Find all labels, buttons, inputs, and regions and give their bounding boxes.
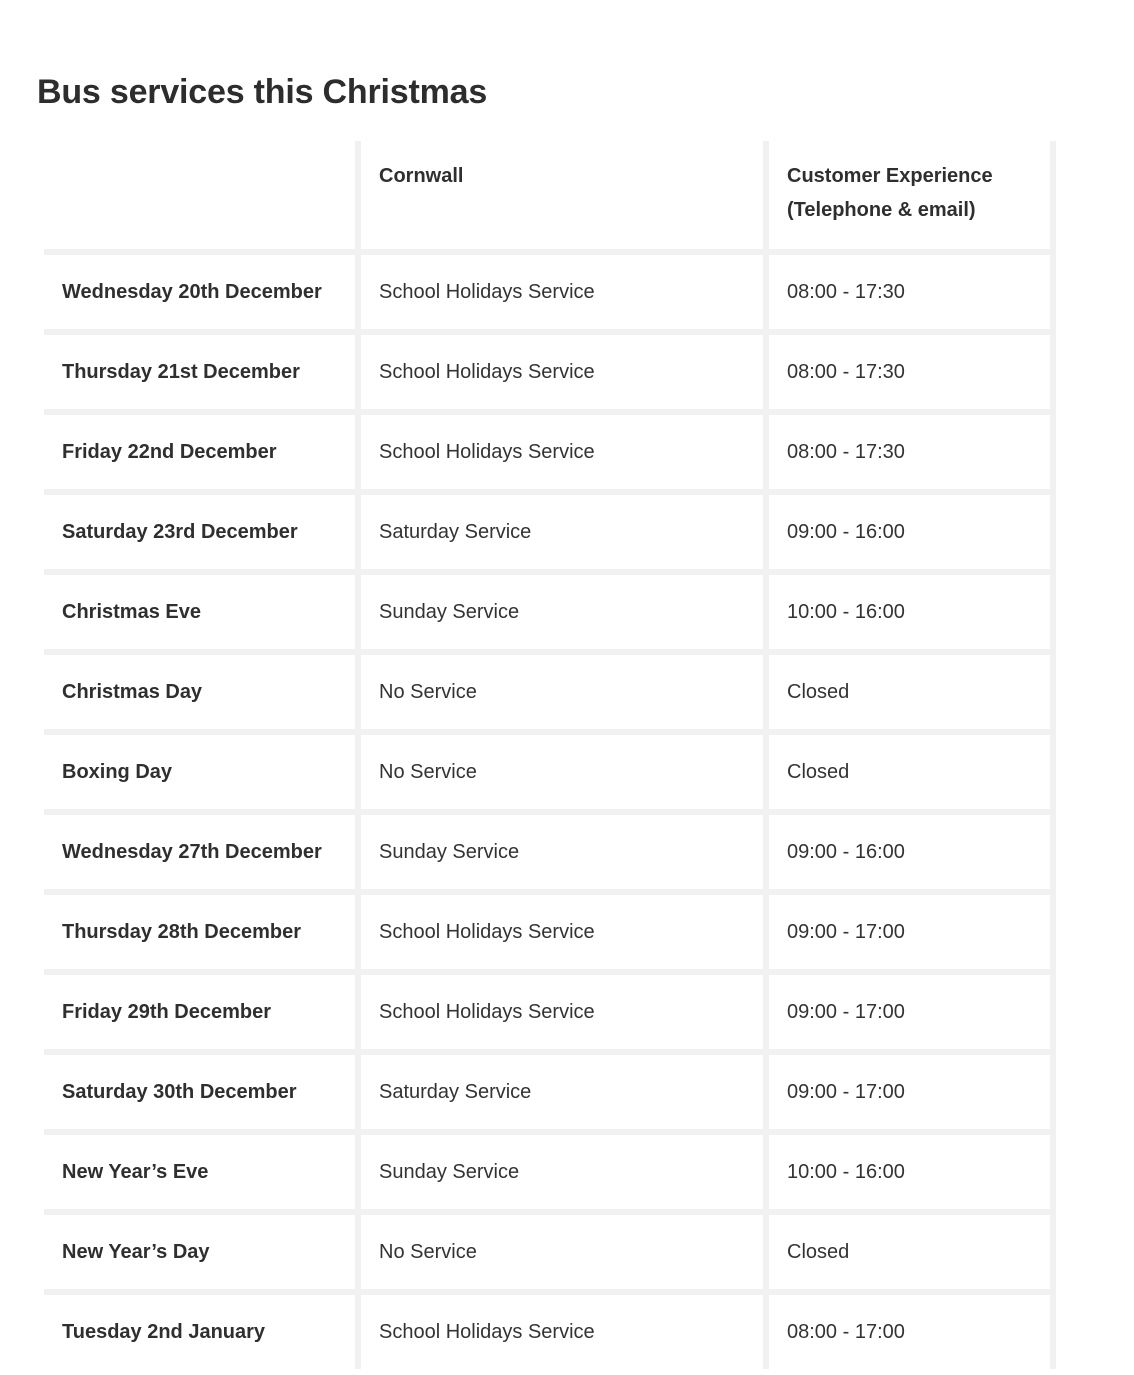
cell-customer-experience-hours: 08:00 - 17:30 xyxy=(769,415,1050,489)
table-row xyxy=(44,495,1050,569)
table-row xyxy=(44,1215,1050,1289)
cell-cornwall-service: Sunday Service xyxy=(361,815,763,889)
schedule-table-container xyxy=(44,141,1056,1369)
cell-customer-experience-hours: 09:00 - 17:00 xyxy=(769,895,1050,969)
cell-day: New Year’s Eve xyxy=(44,1135,355,1209)
cell-day: Christmas Day xyxy=(44,655,355,729)
page-title: Bus services this Christmas xyxy=(37,73,488,111)
cell-customer-experience-hours: 10:00 - 16:00 xyxy=(769,1135,1050,1209)
cell-day: Wednesday 27th December xyxy=(44,815,355,889)
cell-day: Saturday 23rd December xyxy=(44,495,355,569)
column-header-customer-experience xyxy=(769,141,1050,249)
table-row xyxy=(44,1135,1050,1209)
cell-day: Thursday 28th December xyxy=(44,895,355,969)
christmas-bus-schedule-table xyxy=(38,135,1056,1375)
cell-day: Boxing Day xyxy=(44,735,355,809)
cell-customer-experience-hours: 09:00 - 17:00 xyxy=(769,1055,1050,1129)
table-row xyxy=(44,655,1050,729)
cell-cornwall-service: School Holidays Service xyxy=(361,255,763,329)
table-row xyxy=(44,895,1050,969)
table-row xyxy=(44,335,1050,409)
table-row xyxy=(44,255,1050,329)
table-row xyxy=(44,975,1050,1049)
cell-cornwall-service: No Service xyxy=(361,735,763,809)
customer-experience-line-2: (Telephone & email) xyxy=(787,199,976,221)
cell-cornwall-service: Saturday Service xyxy=(361,495,763,569)
cell-cornwall-service: Sunday Service xyxy=(361,1135,763,1209)
column-header-cornwall: Cornwall xyxy=(361,141,763,249)
table-row xyxy=(44,815,1050,889)
cell-customer-experience-hours: 09:00 - 16:00 xyxy=(769,815,1050,889)
cell-cornwall-service: Saturday Service xyxy=(361,1055,763,1129)
cell-customer-experience-hours: 08:00 - 17:30 xyxy=(769,255,1050,329)
column-header-day xyxy=(44,141,355,249)
table-header-row xyxy=(44,141,1050,249)
cell-day: Thursday 21st December xyxy=(44,335,355,409)
cell-cornwall-service: Sunday Service xyxy=(361,575,763,649)
cell-day: Christmas Eve xyxy=(44,575,355,649)
cell-cornwall-service: School Holidays Service xyxy=(361,415,763,489)
cell-cornwall-service: School Holidays Service xyxy=(361,1295,763,1369)
table-body xyxy=(44,255,1050,1369)
cell-customer-experience-hours: 08:00 - 17:30 xyxy=(769,335,1050,409)
cell-day: Friday 22nd December xyxy=(44,415,355,489)
cell-day: Tuesday 2nd January xyxy=(44,1295,355,1369)
cell-customer-experience-hours: 10:00 - 16:00 xyxy=(769,575,1050,649)
table-row xyxy=(44,415,1050,489)
cell-cornwall-service: No Service xyxy=(361,1215,763,1289)
cell-day: New Year’s Day xyxy=(44,1215,355,1289)
cell-customer-experience-hours: 09:00 - 16:00 xyxy=(769,495,1050,569)
cell-customer-experience-hours: 08:00 - 17:00 xyxy=(769,1295,1050,1369)
cell-cornwall-service: No Service xyxy=(361,655,763,729)
table-row xyxy=(44,1295,1050,1369)
cell-cornwall-service: School Holidays Service xyxy=(361,975,763,1049)
cell-customer-experience-hours: Closed xyxy=(769,655,1050,729)
cell-customer-experience-hours: Closed xyxy=(769,735,1050,809)
cell-cornwall-service: School Holidays Service xyxy=(361,335,763,409)
cell-customer-experience-hours: Closed xyxy=(769,1215,1050,1289)
customer-experience-line-1: Customer Experience xyxy=(787,165,993,187)
table-row xyxy=(44,1055,1050,1129)
cell-day: Friday 29th December xyxy=(44,975,355,1049)
cell-day: Saturday 30th December xyxy=(44,1055,355,1129)
cell-customer-experience-hours: 09:00 - 17:00 xyxy=(769,975,1050,1049)
cell-cornwall-service: School Holidays Service xyxy=(361,895,763,969)
table-header xyxy=(44,141,1050,249)
table-row xyxy=(44,575,1050,649)
cell-day: Wednesday 20th December xyxy=(44,255,355,329)
table-row xyxy=(44,735,1050,809)
